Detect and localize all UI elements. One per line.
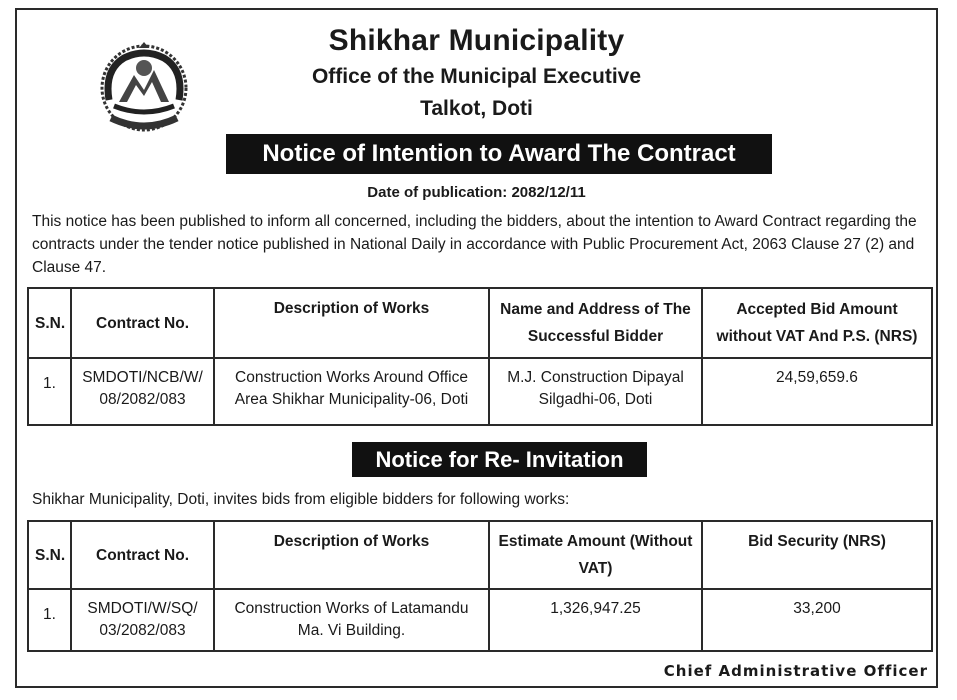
header-bidder: Name and Address of The Successful Bidder	[489, 288, 702, 358]
table-header-row	[28, 521, 932, 589]
signatory: Chief Administrative Officer	[663, 662, 928, 680]
header-contract-no: Contract No.	[71, 288, 214, 358]
header-bid-amount: Accepted Bid Amount without VAT And P.S. (NRS)	[702, 288, 932, 358]
office-location: Talkot, Doti	[420, 97, 533, 120]
notice-page	[15, 8, 938, 688]
header-description: Description of Works	[214, 521, 489, 589]
cell-contract-no: SMDOTI/W/SQ/ 03/2082/083	[71, 589, 214, 651]
office-name: Office of the Municipal Executive	[311, 65, 642, 88]
award-notice-body: This notice has been published to inform all concerned, including the bidders, about the intention to Award Contract regarding the contracts under the tender notice published in National Daily in accordance with Public Procurement Act, 2063 Clause 27 (2) and Clause 47.	[32, 213, 917, 276]
header-bid-security: Bid Security (NRS)	[702, 521, 932, 589]
cell-estimate-amount: 1,326,947.25	[489, 589, 702, 651]
reinvitation-body: Shikhar Municipality, Doti, invites bids from eligible bidders for following works:	[32, 491, 570, 508]
publication-date: Date of publication: 2082/12/11	[367, 184, 586, 201]
header-description: Description of Works	[214, 288, 489, 358]
organization-name: Shikhar Municipality	[328, 24, 625, 57]
award-table	[27, 287, 933, 426]
cell-bid-amount: 24,59,659.6	[702, 358, 932, 425]
header-sn: S.N.	[28, 521, 71, 589]
header-estimate-amount: Estimate Amount (Without VAT)	[489, 521, 702, 589]
cell-sn: 1.	[28, 358, 71, 425]
cell-bidder: M.J. Construction Dipayal Silgadhi-06, Doti	[489, 358, 702, 425]
header-sn: S.N.	[28, 288, 71, 358]
header-contract-no: Contract No.	[71, 521, 214, 589]
cell-description: Construction Works of Latamandu Ma. Vi Building.	[214, 589, 489, 651]
award-notice-title: Notice of Intention to Award The Contract	[226, 134, 772, 174]
cell-description: Construction Works Around Office Area Shikhar Municipality-06, Doti	[214, 358, 489, 425]
reinvitation-table	[27, 520, 933, 652]
table-row	[28, 589, 932, 651]
table-header-row	[28, 288, 932, 358]
cell-contract-no: SMDOTI/NCB/W/ 08/2082/083	[71, 358, 214, 425]
table-row	[28, 358, 932, 425]
cell-sn: 1.	[28, 589, 71, 651]
cell-bid-security: 33,200	[702, 589, 932, 651]
reinvitation-title: Notice for Re- Invitation	[352, 442, 647, 477]
